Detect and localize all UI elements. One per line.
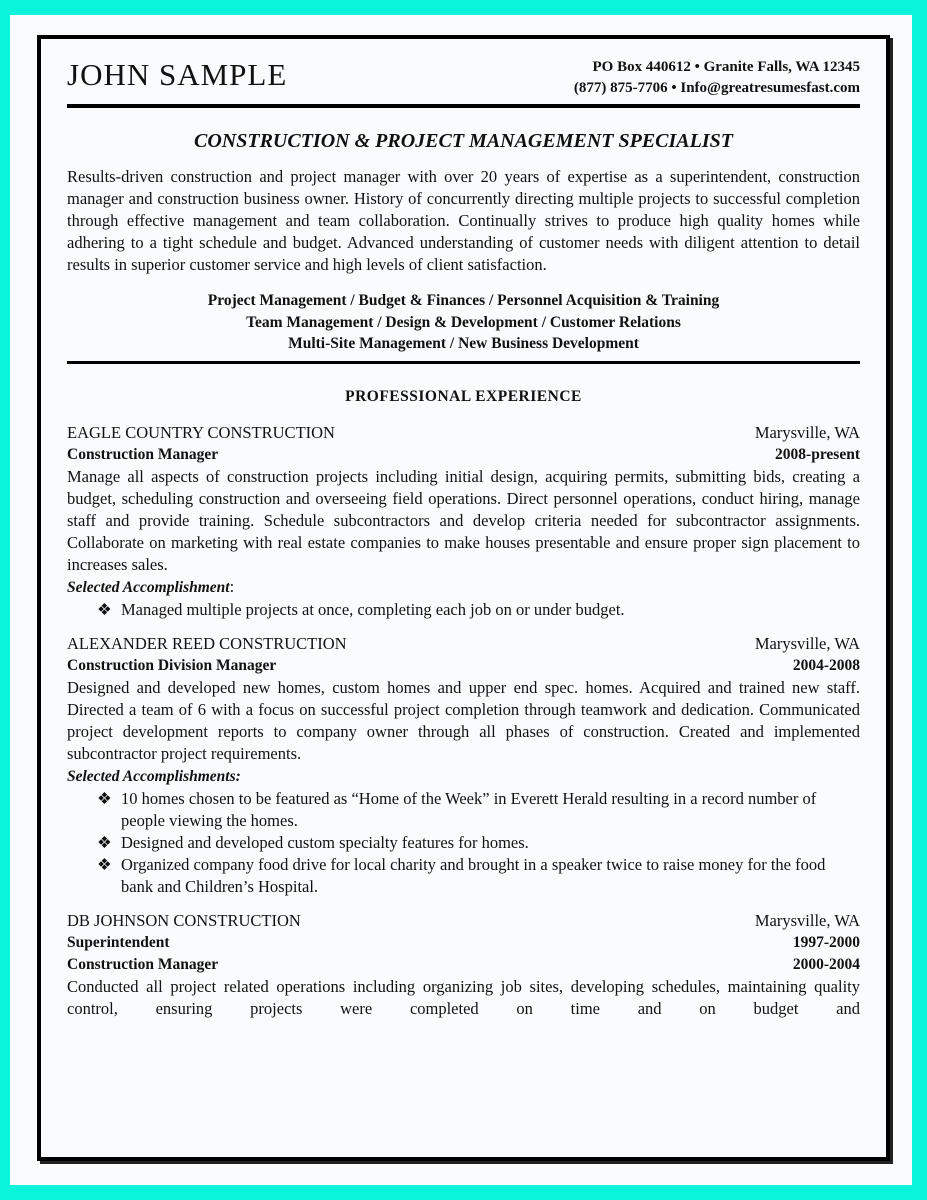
resume-title: CONSTRUCTION & PROJECT MANAGEMENT SPECIALIST (194, 130, 733, 152)
company: DB JOHNSON CONSTRUCTION (67, 910, 301, 930)
list-item (67, 788, 860, 832)
diamond-bullet-icon: ❖ (97, 788, 112, 808)
accomplishments-list (67, 788, 860, 898)
skills-line: Project Management / Budget & Finances / Personnel Acquisition & Training (207, 292, 720, 309)
job-alexander (67, 633, 860, 898)
company: EAGLE COUNTRY CONSTRUCTION (67, 422, 335, 442)
skills-line: Team Management / Design & Development / Customer Relations (246, 313, 681, 331)
header-divider (67, 104, 860, 108)
diamond-bullet-icon: ❖ (97, 599, 112, 619)
diamond-bullet-icon: ❖ (97, 832, 112, 852)
job-description: Designed and developed new homes, custom homes and upper end spec. homes. Acquired and trained new staff. Directed a team of 6 with a focus on successful project completion through teamwork and dedication. Communicated project development reports to company owner through all phases of construction. Created and implemented subcontractor project requirements. (67, 677, 860, 763)
accomplishment-text: Organized company food drive for local charity and brought in a speaker twice to raise money for the food bank and Children’s Hospital. (121, 854, 826, 896)
role: Construction Manager (67, 445, 219, 463)
summary: Results-driven construction and project manager with over 20 years of expertise as a superintendent, construction manager and construction business owner. History of concurrently directing multiple projects to successful completion through effective management and team collaboration. Continually strives to produce high quality homes while adhering to a tight schedule and budget. Advanced understanding of customer needs with diligent attention to detail results in superior customer service and high levels of client satisfaction. (67, 167, 860, 274)
role: Construction Manager (67, 955, 219, 973)
list-item (67, 832, 860, 854)
list-item (67, 599, 860, 621)
dates: 2008-present (775, 445, 860, 463)
job-description: Manage all aspects of construction projects including initial design, acquiring permits, submitting bids, creating a budget, scheduling construction and overseeing field operations. Direct personnel operations, conduct hiring, manage staff and provide training. Schedule subcontractors and develop criteria needed for subcontractor assignments. Collaborate on marketing with real estate companies to make houses presentable and ensure proper sign placement to increases sales. (67, 466, 860, 574)
job-db-johnson (67, 910, 860, 1020)
resume (37, 35, 890, 1161)
candidate-name: JOHN SAMPLE (67, 57, 288, 92)
accomplishment-text: Designed and developed custom specialty features for homes. (121, 832, 529, 852)
accomplishment-text: Managed multiple projects at once, completing each job on or under budget. (121, 599, 625, 619)
accomplishments-list (67, 599, 860, 621)
dates: 1997-2000 (792, 933, 860, 951)
location: Marysville, WA (754, 633, 860, 653)
company: ALEXANDER REED CONSTRUCTION (67, 633, 347, 653)
skills (67, 290, 860, 355)
location: Marysville, WA (754, 422, 860, 442)
dates: 2004-2008 (792, 656, 860, 674)
address: PO Box 440612 • Granite Falls, WA 12345 (592, 59, 860, 75)
list-item (67, 854, 860, 898)
contact-info (574, 53, 860, 99)
skills-divider (67, 361, 860, 364)
job-eagle (67, 422, 860, 621)
accomplishments-label: Selected Accomplishment (67, 578, 230, 596)
accomplishment-text: 10 homes chosen to be featured as “Home of the Week” in Everett Herald resulting in a record number of people viewing the homes. (121, 788, 817, 830)
skills-line: Multi-Site Management / New Business Development (288, 335, 639, 352)
dates: 2000-2004 (792, 955, 860, 973)
diamond-bullet-icon: ❖ (97, 854, 112, 874)
section-heading-experience: PROFESSIONAL EXPERIENCE (345, 387, 582, 405)
location: Marysville, WA (754, 910, 860, 930)
role: Superintendent (67, 933, 170, 951)
accomplishments-label: Selected Accomplishments: (67, 767, 241, 785)
page (10, 15, 912, 1185)
header (67, 53, 860, 96)
phone-email: (877) 875-7706 • Info@greatresumesfast.com (573, 80, 860, 96)
job-description: Conducted all project related operations including organizing job sites, developing schedules, maintaining quality control, ensuring projects were completed on time and on budget and (67, 976, 860, 1018)
colon: : (229, 576, 235, 596)
role: Construction Division Manager (67, 656, 277, 674)
